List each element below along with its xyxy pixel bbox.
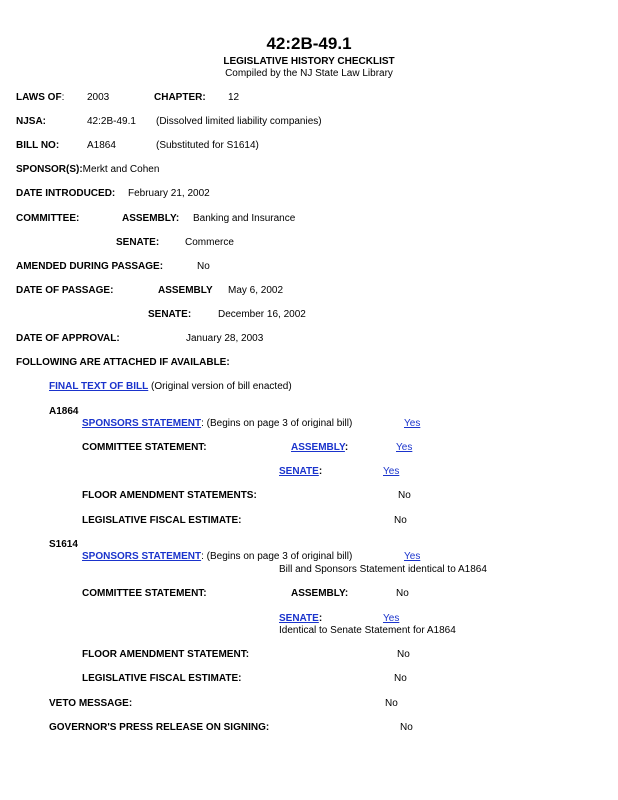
a1864-assembly-link[interactable]: ASSEMBLY	[291, 442, 345, 453]
approval-value: January 28, 2003	[186, 333, 264, 344]
final-text-link[interactable]: FINAL TEXT OF BILL	[49, 381, 149, 392]
s1614-sponsors-row	[82, 551, 352, 563]
njsa-label: NJSA:	[16, 116, 47, 127]
s1614-assembly-label: ASSEMBLY:	[291, 588, 349, 599]
date-introduced-label: DATE INTRODUCED:	[16, 188, 116, 199]
a1864-fiscal-value: No	[394, 515, 407, 526]
page-subtitle: LEGISLATIVE HISTORY CHECKLIST	[223, 56, 395, 67]
laws-of-label: LAWS OF:	[16, 92, 65, 103]
njsa-note: (Dissolved limited liability companies)	[156, 116, 322, 127]
chapter-label: CHAPTER:	[154, 92, 206, 103]
sponsors-label: SPONSOR(S):	[16, 164, 83, 175]
s1614-assembly-value: No	[396, 588, 409, 599]
s1614-senate-link[interactable]: SENATE	[279, 613, 319, 624]
a1864-floor-label: FLOOR AMENDMENT STATEMENTS:	[82, 490, 257, 501]
a1864-senate-row: SENATE:	[279, 466, 323, 477]
s1614-senate-yes-link[interactable]: Yes	[383, 613, 400, 624]
veto-value: No	[385, 698, 398, 709]
s1614-committee-label: COMMITTEE STATEMENT:	[82, 588, 207, 599]
a1864-senate-yes-link[interactable]: Yes	[383, 466, 400, 477]
s1614-sponsors-note: : (Begins on page 3 of original bill)	[201, 551, 353, 562]
a1864-sponsors-row	[82, 418, 352, 430]
attached-heading: FOLLOWING ARE ATTACHED IF AVAILABLE:	[16, 357, 230, 368]
date-introduced-value: February 21, 2002	[128, 188, 210, 199]
governor-label: GOVERNOR'S PRESS RELEASE ON SIGNING:	[49, 722, 270, 733]
sponsors-row	[16, 164, 159, 176]
bill-no-value: A1864	[87, 140, 116, 151]
a1864-fiscal-label: LEGISLATIVE FISCAL ESTIMATE:	[82, 515, 242, 526]
a1864-sponsors-note: : (Begins on page 3 of original bill)	[201, 418, 353, 429]
passage-senate-label: SENATE:	[148, 309, 192, 320]
s1614-senate-identical: Identical to Senate Statement for A1864	[279, 625, 456, 636]
passage-assembly-label: ASSEMBLY	[158, 285, 213, 296]
a1864-heading: A1864	[49, 406, 79, 417]
a1864-floor-value: No	[398, 490, 411, 501]
s1614-heading: S1614	[49, 539, 78, 550]
amended-label: AMENDED DURING PASSAGE:	[16, 261, 164, 272]
a1864-committee-label: COMMITTEE STATEMENT:	[82, 442, 207, 453]
a1864-sponsors-yes-link[interactable]: Yes	[404, 418, 421, 429]
committee-label: COMMITTEE:	[16, 213, 80, 224]
passage-senate-value: December 16, 2002	[218, 309, 306, 320]
s1614-sponsors-statement-link[interactable]: SPONSORS STATEMENT	[82, 551, 202, 562]
laws-of-value: 2003	[87, 92, 110, 103]
governor-value: No	[400, 722, 413, 733]
chapter-value: 12	[228, 92, 240, 103]
a1864-sponsors-statement-link[interactable]: SPONSORS STATEMENT	[82, 418, 202, 429]
s1614-fiscal-label: LEGISLATIVE FISCAL ESTIMATE:	[82, 673, 242, 684]
passage-assembly-value: May 6, 2002	[228, 285, 284, 296]
sponsors-value: Merkt and Cohen	[82, 164, 160, 175]
committee-assembly-label: ASSEMBLY:	[122, 213, 180, 224]
a1864-assembly-yes-link[interactable]: Yes	[396, 442, 413, 453]
a1864-senate-link[interactable]: SENATE	[279, 466, 319, 477]
final-text-note: (Original version of bill enacted)	[148, 381, 292, 392]
bill-no-label: BILL NO:	[16, 140, 60, 151]
bill-no-note: (Substituted for S1614)	[156, 140, 259, 151]
s1614-fiscal-value: No	[394, 673, 407, 684]
s1614-sponsors-identical: Bill and Sponsors Statement identical to A1864	[279, 564, 487, 575]
njsa-value: 42:2B-49.1	[87, 116, 136, 127]
committee-senate-value: Commerce	[185, 237, 234, 248]
committee-senate-label: SENATE:	[116, 237, 160, 248]
page-title: 42:2B-49.1	[266, 34, 352, 53]
amended-value: No	[197, 261, 210, 272]
passage-label: DATE OF PASSAGE:	[16, 285, 114, 296]
approval-label: DATE OF APPROVAL:	[16, 333, 120, 344]
final-text-row	[49, 381, 292, 393]
veto-label: VETO MESSAGE:	[49, 698, 133, 709]
compiled-by: Compiled by the NJ State Law Library	[225, 68, 393, 79]
committee-assembly-value: Banking and Insurance	[193, 213, 296, 224]
s1614-floor-label: FLOOR AMENDMENT STATEMENT:	[82, 649, 250, 660]
a1864-assembly-row: ASSEMBLY:	[291, 442, 349, 453]
s1614-senate-row: SENATE:	[279, 613, 323, 624]
s1614-floor-value: No	[397, 649, 410, 660]
s1614-sponsors-yes-link[interactable]: Yes	[404, 551, 421, 562]
